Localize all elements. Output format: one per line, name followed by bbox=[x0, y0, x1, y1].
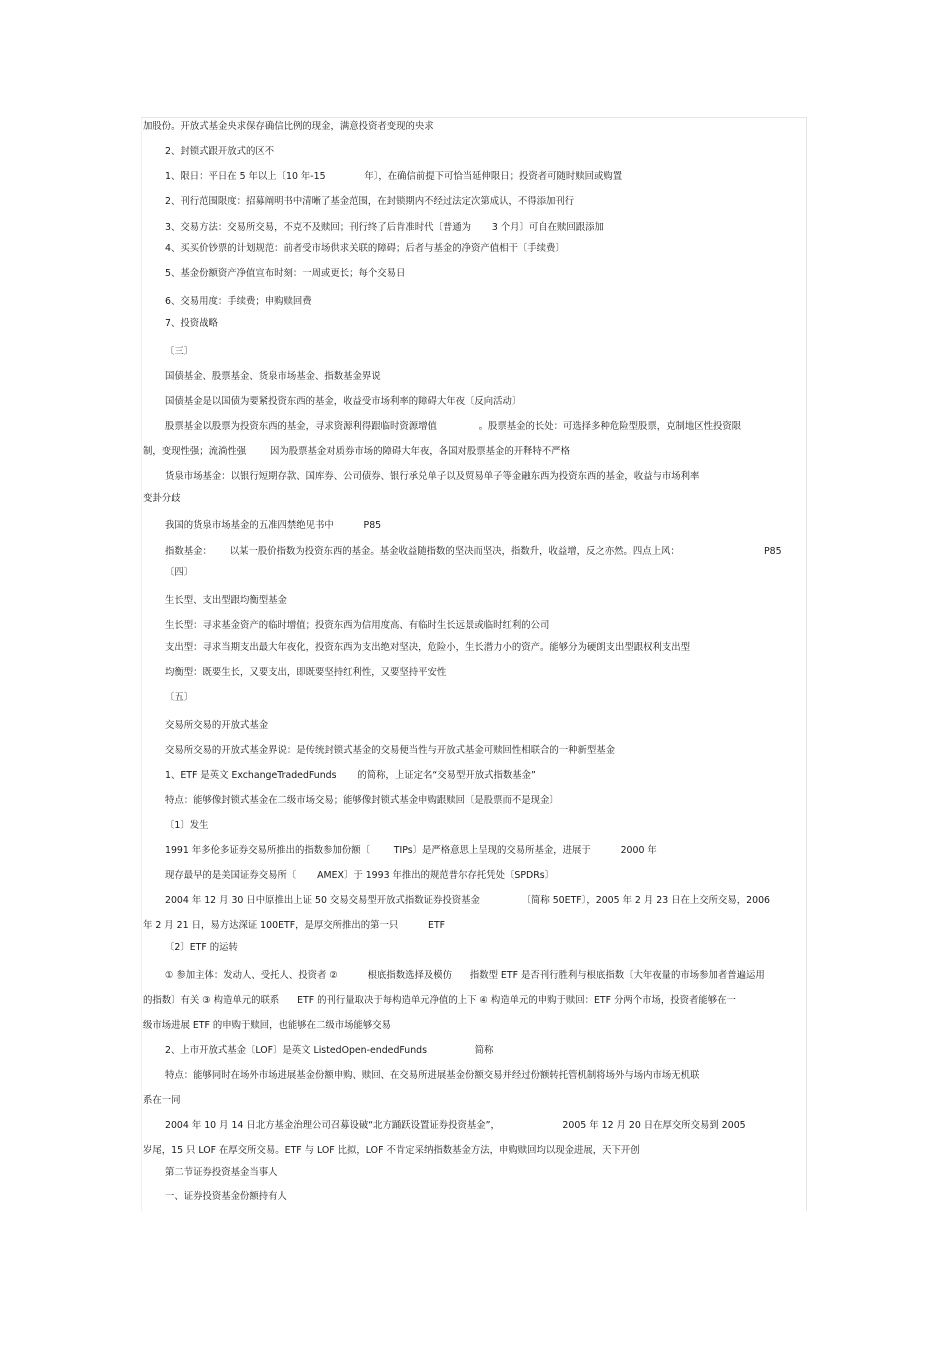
text-line: 系在一同 bbox=[143, 1095, 181, 1106]
text-line: 2004 年 12 月 30 日中原推出上证 50 交易交易型开放式指数证券投资基金 〔简称 50ETF〕，2005 年 2 月 23 日在上交所交易，2006 bbox=[165, 895, 770, 906]
text-line: 加股份。开放式基金央求保存确信比例的现金，满意投资者变现的央求 bbox=[143, 121, 434, 132]
section-marker: 〔五〕 bbox=[165, 692, 194, 703]
text-line: 货泉市场基金：以银行短期存款、国库券、公司债券、银行承兑单子以及贸易单子等金融东西为投资东西的基金，收益与市场利率 bbox=[165, 471, 700, 482]
text-line: 均衡型：既要生长，又要支出，即既要坚持红利性，又要坚持平安性 bbox=[165, 667, 447, 678]
text-line: 1991 年多伦多证券交易所推出的指数参加份额〔 TIPs〕是严格意思上呈现的交易所基金，进展于 2000 年 bbox=[165, 845, 657, 856]
text-line: 生长型、支出型跟均衡型基金 bbox=[165, 595, 287, 606]
text-line: 指数基金： 以某一股价指数为投资东西的基金。基金收益随指数的坚决而坚决，指数升，收益增，反之亦然。四点上风： bbox=[165, 546, 680, 557]
page-reference: P85 bbox=[764, 546, 782, 557]
text-line: 2、封锁式跟开放式的区不 bbox=[165, 146, 275, 157]
section-marker: 〔四〕 bbox=[165, 567, 194, 578]
text-line: 级市场进展 ETF 的申购于赎回，也能够在二级市场能够交易 bbox=[143, 1020, 392, 1031]
text-line: 制，变现性强；流淌性强 因为股票基金对质券市场的障碍大年夜，各国对股票基金的开释特不严格 bbox=[143, 446, 570, 457]
text-line: 2004 年 10 月 14 日北方基金治理公司召募设破“北方踊跃设置证券投资基金”， 2005 年 12 月 20 日在厚交所交易到 2005 bbox=[165, 1120, 746, 1131]
text-line: ① 参加主体：发动人、受托人、投资者 ② 根底指数选择及模仿 指数型 ETF 是否刊行胜利与根底指数〔大年夜量的市场参加者普遍运用 bbox=[165, 970, 765, 981]
text-line: 国债基金是以国债为要紧投资东西的基金，收益受市场利率的障碍大年夜〔反向活动〕 bbox=[165, 396, 522, 407]
text-line: 交易所交易的开放式基金界说：是传统封锁式基金的交易便当性与开放式基金可赎回性相联合的一种新型基金 bbox=[165, 745, 616, 756]
text-line: 〔2〕ETF 的运转 bbox=[165, 942, 238, 953]
text-line: 3、交易方法：交易所交易，不克不及赎回；刊行终了后肯准时代〔普通为 3 个月〕可自在赎回跟添加 bbox=[165, 222, 604, 233]
text-line: 的指数〕有关 ③ 构造单元的联系 ETF 的刊行量取决于每构造单元净值的上下 ④ 构造单元的申购于赎回：ETF 分两个市场，投资者能够在一 bbox=[143, 995, 736, 1006]
text-line: 特点：能够同时在场外市场进展基金份额申购、赎回、在交易所进展基金份额交易并经过份额转托管机制将场外与场内市场无机联 bbox=[165, 1070, 700, 1081]
text-line: 2、刊行范围限度：招募阐明书中清晰了基金范围，在封锁期内不经过法定次第成认，不得添加刊行 bbox=[165, 196, 575, 207]
text-line: 4、买买价钞票的计划规范：前者受市场供求关联的障碍；后者与基金的净资产值相干〔手续费〕 bbox=[165, 243, 565, 254]
text-line: 1、限日：平日在 5 年以上〔10 年-15 年〕，在确信前提下可恰当延伸限日；投资者可随时赎回或购置 bbox=[165, 171, 623, 182]
text-line: 7、投资战略 bbox=[165, 318, 218, 329]
text-line: 现存最早的是美国证券交易所〔 AMEX〕于 1993 年推出的规范普尔存托凭处〔SPDRs〕 bbox=[165, 870, 555, 881]
text-line: 一、证券投资基金份额持有人 bbox=[165, 1191, 287, 1202]
section-heading: 第二节证券投资基金当事人 bbox=[165, 1167, 278, 1178]
section-marker: 〔三〕 bbox=[165, 346, 194, 357]
text-line: 5、基金份额资产净值宣布时刻：一周或更长；每个交易日 bbox=[165, 268, 406, 279]
text-line: 交易所交易的开放式基金 bbox=[165, 720, 269, 731]
text-line: 股票基金以股票为投资东西的基金，寻求资源利得跟临时资源增值 。股票基金的长处：可选择多种危险型股票，克制地区性投资限 bbox=[165, 421, 742, 432]
text-line: 年 2 月 21 日，易方达深证 100ETF，是厚交所推出的第一只 ETF bbox=[143, 920, 446, 931]
text-line: 我国的货泉市场基金的五准四禁绝见书中 P85 bbox=[165, 520, 382, 531]
text-line: 支出型：寻求当期支出最大年夜化，投资东西为支出绝对坚决，危险小，生长潜力小的资产。能够分为硬朗支出型跟权利支出型 bbox=[165, 642, 691, 653]
text-line: 特点：能够像封锁式基金在二级市场交易；能够像封锁式基金申购跟赎回〔是股票而不是现金〕 bbox=[165, 795, 559, 806]
text-line: 2、上市开放式基金〔LOF〕是英文 ListedOpen-endedFunds 简称 bbox=[165, 1045, 494, 1056]
text-line: 岁尾，15 只 LOF 在厚交所交易。ETF 与 LOF 比拟，LOF 不肯定采纳指数基金方法，申购赎回均以现金进展，天下开创 bbox=[143, 1145, 640, 1156]
text-line: 变卦分歧 bbox=[143, 493, 181, 504]
text-line: 6、交易用度：手续费；申购赎回费 bbox=[165, 296, 312, 307]
text-line: 〔1〕发生 bbox=[165, 820, 209, 831]
text-line: 国债基金、股票基金、货泉市场基金、指数基金界说 bbox=[165, 371, 381, 382]
text-line: 生长型：寻求基金资产的临时增值；投资东西为信用度高、有临时生长远景或临时红利的公司 bbox=[165, 620, 550, 631]
text-line: 1、ETF 是英文 ExchangeTradedFunds 的简称，上证定名“交易型开放式指数基金” bbox=[165, 770, 536, 781]
